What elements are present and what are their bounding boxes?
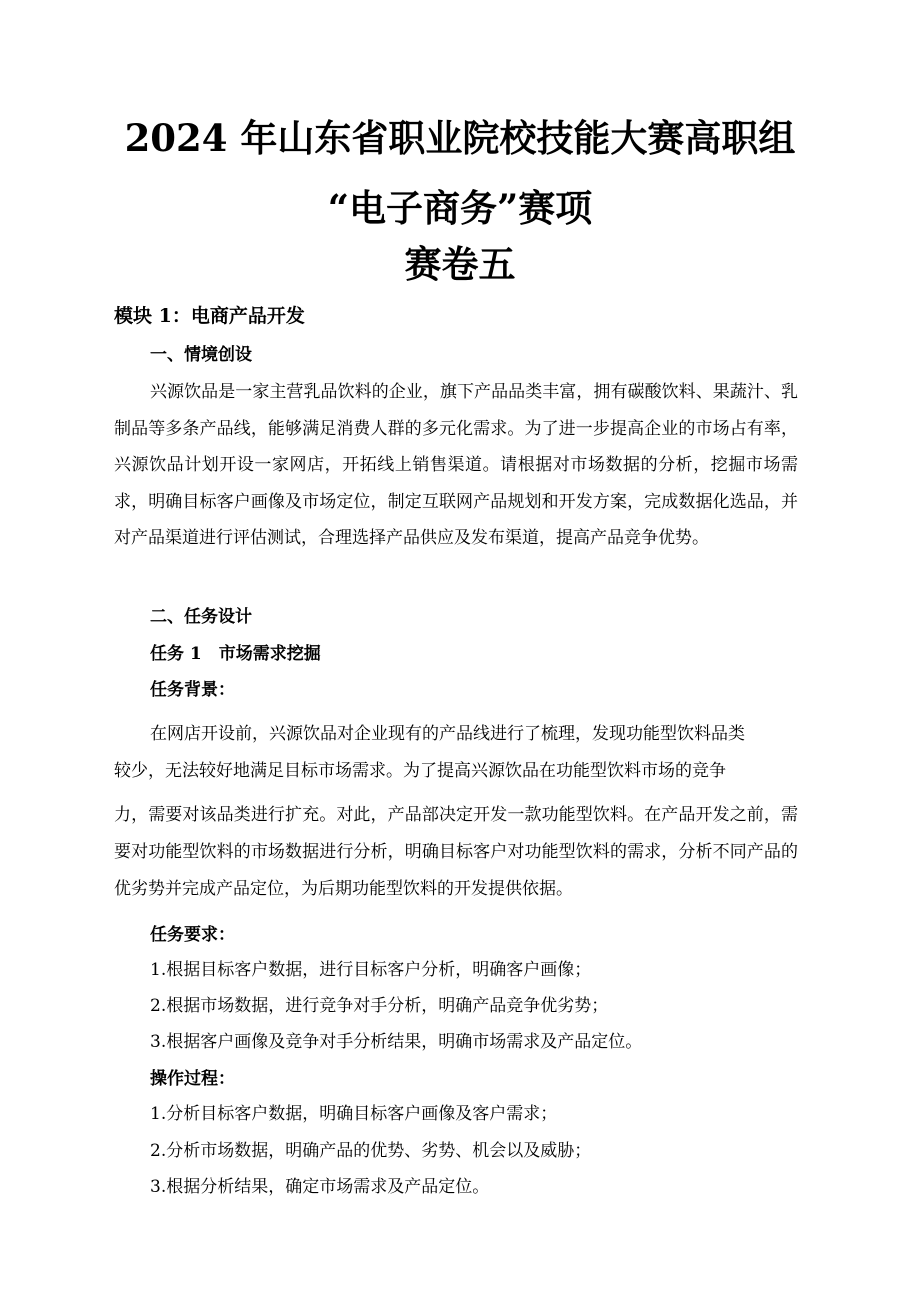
- background-line-2: 较少，无法较好地满足目标市场需求。为了提高兴源饮品在功能型饮料市场的竞争: [114, 761, 726, 781]
- document-title-line-2: “电子商务”赛项: [327, 186, 593, 230]
- scenario-paragraph: 兴源饮品是一家主营乳品饮料的企业，旗下产品品类丰富，拥有碳酸饮料、果蔬汁、乳制品等多条产品线，能够满足消费人群的多元化需求。为了进一步提高企业的市场占有率，兴源饮品计划开设一家网店，开拓线上销售渠道。请根据对市场数据的分析，挖掘市场需求，明确目标客户画像及市场定位，制定互联网产品规划和开发方案，完成数据化选品，并对产品渠道进行评估测试，合理选择产品供应及发布渠道，提高产品竞争优势。: [114, 382, 798, 548]
- background-line-1: 在网店开设前，兴源饮品对企业现有的产品线进行了梳理，发现功能型饮料品类: [150, 724, 745, 744]
- task-background-label: 任务背景：: [150, 680, 235, 700]
- process-item-2: 2.分析市场数据，明确产品的优势、劣势、机会以及威胁；: [150, 1141, 592, 1161]
- document-title-line-1: 2024 年山东省职业院校技能大赛高职组: [124, 116, 796, 160]
- operation-process-label: 操作过程：: [150, 1069, 235, 1089]
- requirement-item-2: 2.根据市场数据，进行竞争对手分析，明确产品竞争优劣势；: [150, 996, 609, 1016]
- process-item-1: 1.分析目标客户数据，明确目标客户画像及客户需求；: [150, 1104, 558, 1124]
- background-paragraph: 力，需要对该品类进行扩充。对此，产品部决定开发一款功能型饮料。在产品开发之前，需要对功能型饮料的市场数据进行分析，明确目标客户对功能型饮料的需求，分析不同产品的优劣势并完成产品定位，为后期功能型饮料的开发提供依据。: [114, 805, 798, 899]
- module-heading: 模块 1：电商产品开发: [114, 305, 305, 327]
- requirement-item-3: 3.根据客户画像及竞争对手分析结果，明确市场需求及产品定位。: [150, 1032, 643, 1052]
- section-heading-task-design: 二、任务设计: [150, 607, 252, 627]
- task-requirements-label: 任务要求：: [150, 925, 235, 945]
- process-item-3: 3.根据分析结果，确定市场需求及产品定位。: [150, 1177, 490, 1197]
- requirement-item-1: 1.根据目标客户数据，进行目标客户分析，明确客户画像；: [150, 960, 592, 980]
- section-heading-scenario: 一、情境创设: [150, 345, 252, 365]
- task1-heading: 任务 1 市场需求挖掘: [150, 644, 321, 664]
- document-title-line-3: 赛卷五: [404, 242, 516, 286]
